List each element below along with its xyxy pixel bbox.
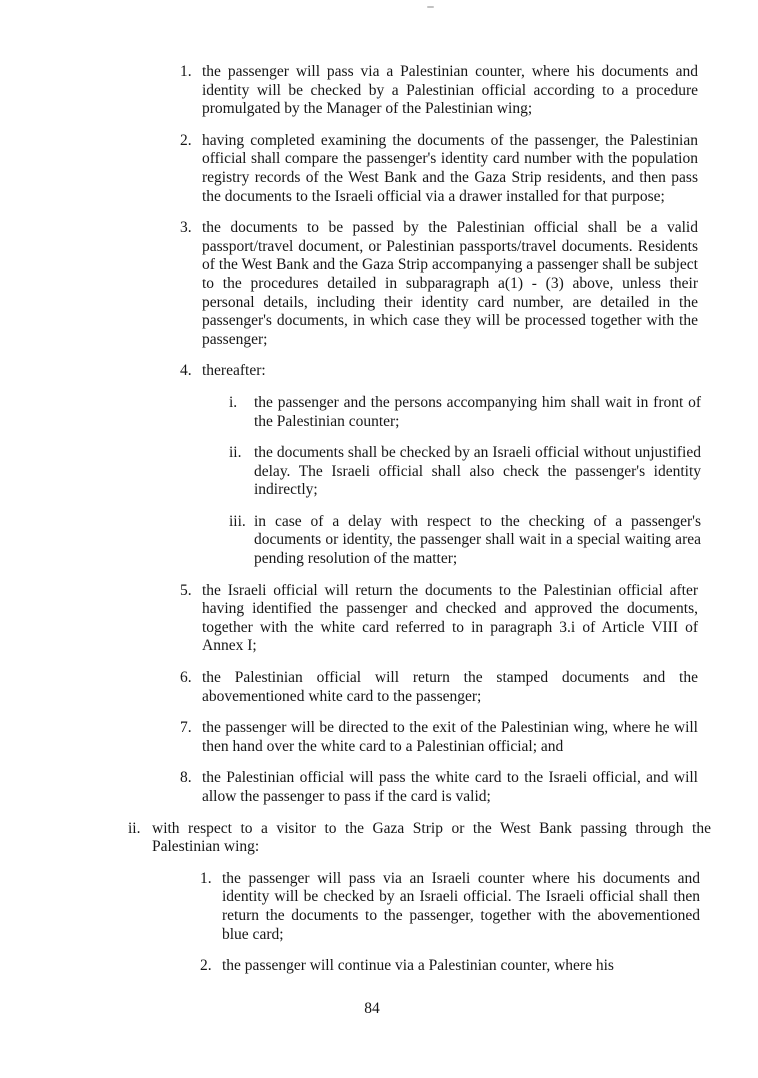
list-item (180, 669, 698, 706)
list-marker: 1. (200, 869, 212, 887)
list-item (180, 719, 698, 756)
list-text: the Israeli official will return the documents to the Palestinian official after having identified the passenger and checked and approved the documents, together with the white card referred to in paragraph 3.i of Article VIII of Annex I; (202, 581, 698, 655)
list-text: the passenger and the persons accompanying him shall wait in front of the Palestinian counter; (254, 393, 701, 430)
list-marker: 1. (180, 63, 192, 80)
list-item (229, 394, 701, 431)
list-item (229, 444, 701, 500)
list-item (180, 219, 698, 349)
list-item (200, 957, 700, 976)
list-item (180, 362, 698, 381)
list-item (128, 820, 711, 857)
list-marker: 5. (180, 581, 192, 599)
list-marker: 3. (180, 219, 192, 237)
list-item (180, 132, 698, 206)
list-text: the Palestinian official will return the stamped documents and the abovementioned white card to the passenger; (202, 669, 698, 705)
list-item (180, 769, 698, 806)
list-item (229, 513, 701, 569)
list-text: the documents to be passed by the Palestinian official shall be a valid passport/travel document, or Palestinian passports/travel documents. Residents of the West Bank and the Gaza Strip accompanying a passenger shall be subject to the procedures detailed in subparagraph a(1) - (3) above, unless their personal details, including their identity card number, are detailed in the passenger's documents, in which case they will be processed together with the passenger; (202, 219, 698, 348)
list-text: thereafter: (202, 362, 266, 380)
list-item (200, 870, 700, 944)
list-text: having completed examining the documents of the passenger, the Palestinian official shall compare the passenger's identity card number with the population registry records of the West Bank and the Gaza Strip residents, and then pass the documents to the Israeli official via a drawer installed for that purpose; (202, 131, 698, 205)
list-text: the passenger will pass via an Israeli counter where his documents and identity will be checked by an Israeli official. The Israeli official shall then return the documents to the passenger, together with the abovementioned blue card; (222, 869, 700, 943)
list-text: the passenger will continue via a Palestinian counter, where his (222, 957, 614, 975)
list-marker: 2. (200, 957, 212, 975)
list-marker: iii. (229, 512, 246, 530)
list-text: the passenger will be directed to the exit of the Palestinian wing, where he will then hand over the white card to a Palestinian official; and (202, 719, 698, 755)
list-text: with respect to a visitor to the Gaza Strip or the West Bank passing through the Palestinian wing: (152, 819, 711, 856)
list-marker: 7. (180, 719, 192, 737)
list-marker: ii. (128, 819, 141, 837)
list-item (180, 582, 698, 656)
list-marker: i. (229, 393, 238, 411)
list-marker: 6. (180, 669, 192, 687)
list-marker: 2. (180, 131, 192, 149)
list-text: in case of a delay with respect to the checking of a passenger's documents or identity, the passenger shall wait in a special waiting area pending resolution of the matter; (254, 512, 701, 568)
list-marker: ii. (229, 444, 242, 462)
page-number: 84 (364, 1000, 380, 1017)
list-text: the passenger will pass via a Palestinian counter, where his documents and identity will be checked by a Palestinian official according to a procedure promulgated by the Manager of the Palestinian wing; (202, 63, 698, 118)
list-marker: 4. (180, 362, 192, 380)
list-item (180, 63, 698, 119)
list-text: the documents shall be checked by an Israeli official without unjustified delay. The Israeli official shall also check the passenger's identity indirectly; (254, 444, 701, 499)
list-text: the Palestinian official will pass the white card to the Israeli official, and will allow the passenger to pass if the card is valid; (202, 769, 698, 805)
list-marker: 8. (180, 769, 192, 787)
scan-artifact-icon (427, 6, 434, 8)
